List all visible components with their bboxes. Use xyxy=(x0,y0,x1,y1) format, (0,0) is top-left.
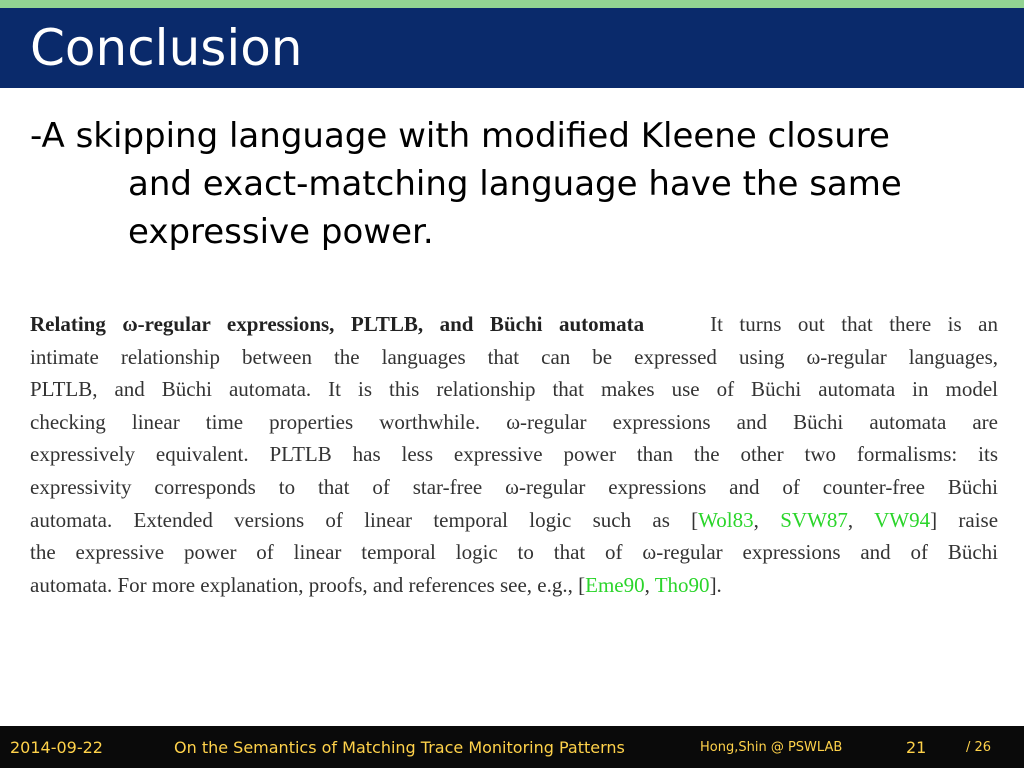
excerpt-line-5: expressively equivalent. PLTLB has less expressive power than the other two formalisms: its xyxy=(30,442,998,467)
excerpt-line-7 xyxy=(30,504,998,537)
bullet-line-2: and exact-matching language have the same xyxy=(128,164,902,204)
excerpt-line-1 xyxy=(30,308,998,341)
excerpt-text: automata. For more explanation, proofs, and references see, e.g., [ xyxy=(30,572,586,597)
footer-page-number: 21 xyxy=(906,738,927,757)
citation-separator: , xyxy=(644,572,655,597)
footer-talk-title: On the Semantics of Matching Trace Monitoring Patterns xyxy=(174,738,625,757)
excerpt-text: ]. xyxy=(709,572,722,597)
title-bar xyxy=(0,8,1024,88)
bullet-line-1: -A skipping language with modified Kleene closure xyxy=(30,116,890,156)
excerpt-line-8: the expressive power of linear temporal logic to that of ω-regular expressions and of Büchi xyxy=(30,540,998,565)
citation-link[interactable]: SVW87 xyxy=(780,507,848,532)
excerpt-line-9 xyxy=(30,569,998,602)
excerpt-text: ] raise xyxy=(930,507,999,532)
slide-title: Conclusion xyxy=(30,19,303,77)
citation-link[interactable]: Tho90 xyxy=(654,572,710,597)
citation-link[interactable]: Wol83 xyxy=(698,507,754,532)
excerpt-line-3: PLTLB, and Büchi automata. It is this relationship that makes use of Büchi automata in model xyxy=(30,377,998,402)
excerpt-text: automata. Extended versions of linear temporal logic such as [ xyxy=(30,507,699,532)
excerpt-heading: Relating ω-regular expressions, PLTLB, and Büchi automata xyxy=(30,312,645,336)
excerpt-line-2: intimate relationship between the languages that can be expressed using ω-regular languages, xyxy=(30,344,998,369)
bullet-point xyxy=(30,112,980,256)
footer-page-total: / 26 xyxy=(966,740,992,755)
quoted-excerpt xyxy=(30,308,998,601)
excerpt-text: It turns out that there is an xyxy=(710,312,999,336)
top-accent-stripe xyxy=(0,0,1024,8)
bullet-line-3: expressive power. xyxy=(128,212,434,252)
footer-author: Hong,Shin @ PSWLAB xyxy=(700,740,843,755)
citation-separator: , xyxy=(847,507,875,532)
footer-date: 2014-09-22 xyxy=(10,738,103,757)
footer-bar xyxy=(0,726,1024,768)
citation-link[interactable]: VW94 xyxy=(874,507,931,532)
excerpt-line-6: expressivity corresponds to that of star-free ω-regular expressions and of counter-free Büchi xyxy=(30,474,998,499)
citation-link[interactable]: Eme90 xyxy=(585,572,645,597)
citation-separator: , xyxy=(753,507,781,532)
excerpt-line-4: checking linear time properties worthwhile. ω-regular expressions and Büchi automata are xyxy=(30,409,998,434)
